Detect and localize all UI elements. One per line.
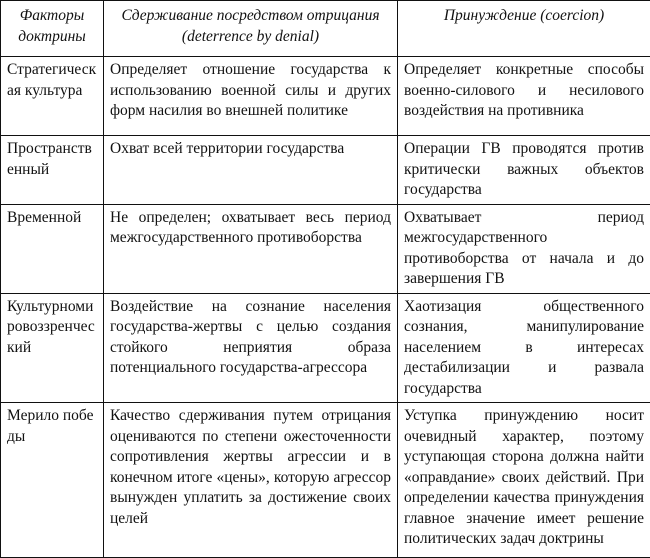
coercion-cell: Уступка принуждению носит очевидный характер, поэтому уступающая сторона должна найти «оправдание» своих действий. При определении качества принуждения главное значение имеет решение политических задач доктрины [398, 403, 650, 558]
denial-cell: Качество сдерживания путем отрицания оцениваются по степени ожесточенности сопротивления жертвы агрессии и в конечном итоге «цены», которую агрессор вынужден уплатить за достижение своих целей [104, 403, 398, 558]
denial-cell: Не определен; охватывает весь период межгосударственного противоборства [104, 204, 398, 293]
factor-cell: Мерило победы [1, 403, 104, 558]
factor-cell: Пространственный [1, 136, 104, 205]
table-row [1, 57, 650, 136]
header-deterrence-by-denial: Сдерживание посредством отрицания (deterrence by denial) [104, 1, 398, 57]
table-row [1, 204, 650, 293]
denial-cell: Охват всей территории государства [104, 136, 398, 205]
factor-cell: Стратегическая культура [1, 57, 104, 136]
denial-cell: Воздействие на сознание населения государства-жертвы с целью создания стойкого неприятия образа потенциального государства-агрессора [104, 293, 398, 403]
header-factors: Факторы доктрины [1, 1, 104, 57]
coercion-cell: Хаотизация общественного сознания, манипулирование населением в интересах дестабилизации и развала государства [398, 293, 650, 403]
factor-cell: Временной [1, 204, 104, 293]
table-row [1, 293, 650, 403]
table-row [1, 403, 650, 558]
coercion-cell: Охватывает период межгосударственного противоборства от начала и до завершения ГВ [398, 204, 650, 293]
coercion-cell: Операции ГВ проводятся против критически важных объектов государства [398, 136, 650, 205]
denial-cell: Определяет отношение государства к использованию военной силы и других форм насилия во внешней политике [104, 57, 398, 136]
factor-cell: Культурномировоззренческий [1, 293, 104, 403]
table-header-row [1, 1, 650, 57]
coercion-cell: Определяет конкретные способы военно-силового и несилового воздействия на противника [398, 57, 650, 136]
header-coercion: Принуждение (coercion) [398, 1, 650, 57]
table-row [1, 136, 650, 205]
